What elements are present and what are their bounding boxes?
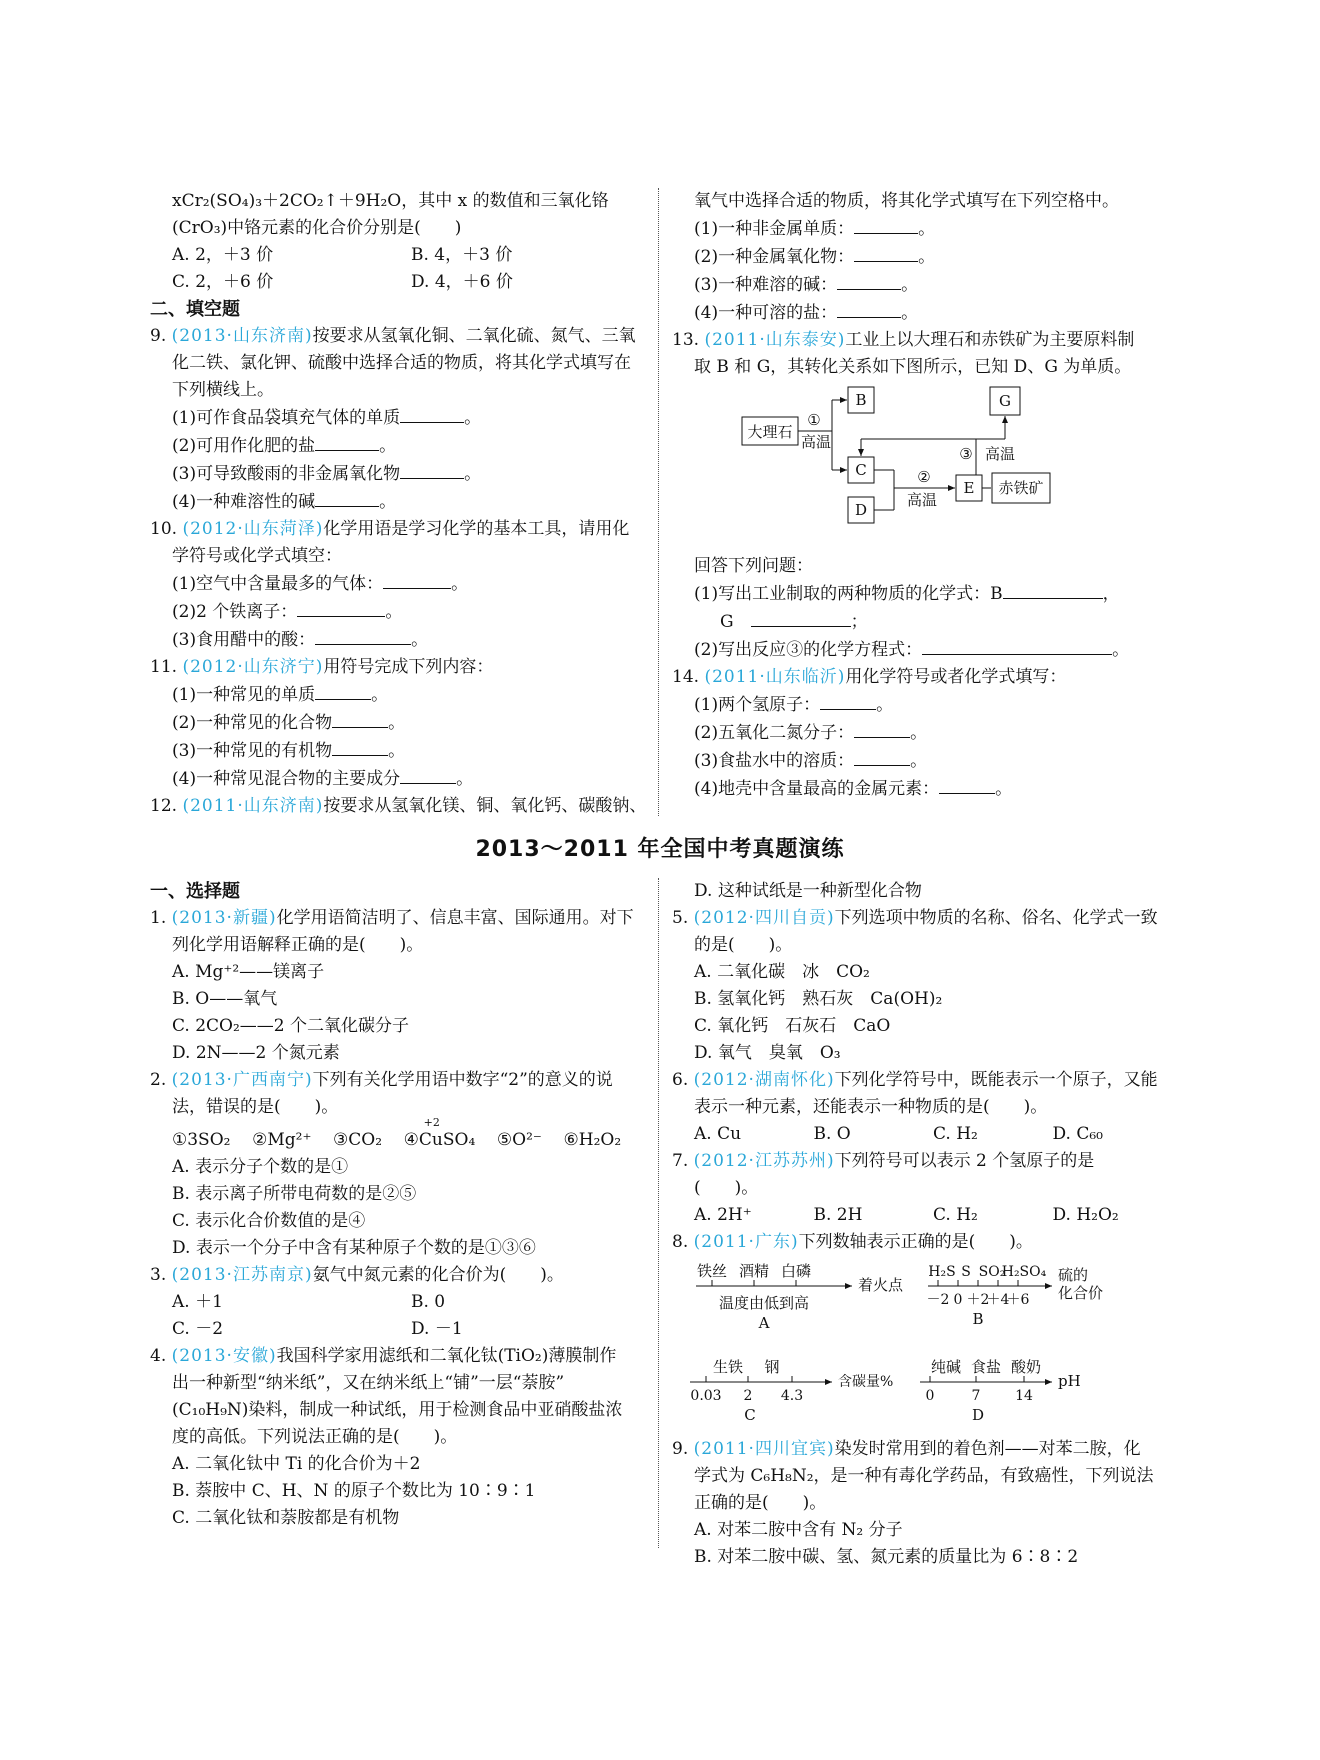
bq7-text1: 下列符号可以表示 2 个氢原子的是	[834, 1151, 1095, 1171]
q12-source: (2011·山东济南)	[182, 796, 324, 816]
bq5-line1	[672, 905, 1172, 932]
q10-blank2[interactable]	[297, 598, 385, 617]
axis-b-top-2: S	[961, 1264, 971, 1280]
q10-item3: (3)食用醋中的酸： 。	[150, 626, 650, 654]
q8-option-a: A. 2，＋3 价	[172, 245, 274, 265]
axis-c-top-1: 生铁	[712, 1358, 744, 1376]
q11-item3: (3)一种常见的有机物 。	[150, 737, 650, 765]
q13-item2-text: (2)写出反应③的化学方程式：	[694, 640, 923, 660]
bq4-option-b: B. 萘胺中 C、H、N 的原子个数比为 10∶9∶1	[172, 1481, 536, 1501]
bq1-option-b: B. O——氧气	[172, 989, 278, 1009]
column-divider-bottom	[658, 878, 659, 1548]
q14-item2: (2)五氧化二氮分子： 。	[672, 719, 1172, 747]
bottom-left-column	[150, 878, 650, 1532]
q10-number: 10.	[150, 519, 178, 539]
q12-item2-text: (2)一种金属氧化物：	[694, 247, 855, 267]
q11-blank4[interactable]	[400, 765, 456, 784]
section-choice-title: 一、选择题	[150, 881, 240, 902]
q8-options-row2	[150, 269, 650, 296]
q9-text2: 化二铁、氯化钾、硫酸中选择合适的物质，将其化学式填写在	[172, 353, 631, 373]
q13-text2: 取 B 和 G，其转化关系如下图所示，已知 D、G 为单质。	[694, 357, 1132, 377]
q11-item1: (1)一种常见的单质 。	[150, 681, 650, 709]
q12-item1: (1)一种非金属单质： 。	[672, 215, 1172, 243]
q11-blank3[interactable]	[332, 737, 388, 756]
q9-source: (2013·山东济南)	[171, 326, 313, 346]
bq6-text1: 下列化学符号中，既能表示一个原子，又能	[834, 1070, 1158, 1090]
reaction-2-condition: 高温	[906, 491, 938, 509]
bq9-text1: 染发时常用到的着色剂——对苯二胺，化	[834, 1439, 1141, 1459]
bq4-source: (2013·安徽)	[171, 1346, 277, 1366]
bq6-source: (2012·湖南怀化)	[693, 1070, 835, 1090]
bq4-line1	[150, 1343, 650, 1370]
number-axes	[672, 1256, 1172, 1436]
q11-item1-text: (1)一种常见的单质	[172, 685, 316, 705]
bq9-option-b: B. 对苯二胺中碳、氢、氮元素的质量比为 6∶8∶2	[694, 1547, 1079, 1567]
q13-number: 13.	[672, 330, 700, 350]
q11-text1: 用符号完成下列内容：	[323, 657, 494, 677]
axis-b-right-2: 化合价	[1058, 1284, 1104, 1302]
bq2-formulas	[150, 1116, 650, 1154]
q11-item3-text: (3)一种常见的有机物	[172, 741, 333, 761]
axis-a-top-1: 铁丝	[696, 1262, 728, 1280]
bq2-formula-1: ①3SO₂	[172, 1130, 231, 1150]
bq7-option-d: D. H₂O₂	[1052, 1205, 1119, 1225]
bq1-source: (2013·新疆)	[171, 908, 277, 928]
q11-line1	[150, 654, 650, 681]
bq6-option-b: B. O	[813, 1124, 851, 1144]
section-fill-blank-title: 二、填空题	[150, 299, 240, 320]
bq6-number: 6.	[672, 1070, 689, 1090]
axis-b-tick-label-4: ＋4	[986, 1292, 1010, 1308]
axis-c-right: 含碳量%	[838, 1374, 894, 1390]
q12-item4: (4)一种可溶的盐： 。	[672, 299, 1172, 327]
q10-text1: 化学用语是学习化学的基本工具，请用化	[323, 519, 630, 539]
bq4-text2: 出一种新型“纳米纸”，又在纳米纸上“铺”一层“萘胺”	[172, 1373, 565, 1393]
bq1-text2: 列化学用语解释正确的是( )。	[172, 935, 424, 955]
bq2-text2: 法，错误的是( )。	[172, 1097, 339, 1117]
bq2-text1: 下列有关化学用语中数字“2”的意义的说	[312, 1070, 613, 1090]
bq7-line1	[672, 1148, 1172, 1175]
bq6-option-c: C. H₂	[933, 1124, 978, 1144]
q14-item1-text: (1)两个氢原子：	[694, 695, 821, 715]
q12-blank3[interactable]	[837, 271, 901, 290]
q14-item2-text: (2)五氧化二氮分子：	[694, 723, 855, 743]
q8-option-b: B. 4，＋3 价	[411, 245, 513, 265]
axis-d-label: D	[971, 1406, 985, 1424]
q13-item1: (1)写出工业制取的两种物质的化学式：B ，	[672, 580, 1172, 608]
bq4-text4: 度的高低。下列说法正确的是( )。	[172, 1427, 458, 1447]
q12-number: 12.	[150, 796, 178, 816]
q13-answer-intro: 回答下列问题：	[694, 556, 813, 576]
axis-d-tick-label-2: 7	[971, 1388, 981, 1404]
axis-d-top-1: 纯碱	[930, 1358, 962, 1376]
q10-blank3[interactable]	[315, 626, 411, 645]
axis-c-top-2: 钢	[764, 1358, 780, 1376]
q10-source: (2012·山东菏泽)	[182, 519, 324, 539]
axis-a-top-2: 酒精	[738, 1262, 770, 1280]
bq8-number: 8.	[672, 1232, 689, 1252]
bottom-right-column	[672, 878, 1172, 1571]
bq8-source: (2011·广东)	[693, 1232, 799, 1252]
bq9-line1	[672, 1436, 1172, 1463]
q14-text1: 用化学符号或者化学式填写：	[845, 667, 1067, 687]
axis-c-tick-label-1: 0.03	[690, 1388, 722, 1404]
q13-blank-g[interactable]	[751, 608, 851, 627]
bq9-option-a: A. 对苯二胺中含有 N₂ 分子	[694, 1520, 903, 1540]
q10-text2: 学符号或化学式填空：	[172, 546, 342, 566]
bq2-option-a: A. 表示分子个数的是①	[172, 1157, 349, 1177]
bq3-text1: 氨气中氮元素的化合价为( )。	[312, 1265, 564, 1285]
bq4-text3: (C₁₀H₉N)染料，制成一种试纸，用于检测食品中亚硝酸盐浓	[172, 1400, 623, 1420]
box-g-label: G	[999, 392, 1011, 410]
bq2-source: (2013·广西南宁)	[171, 1070, 313, 1090]
bq2-formula-2: ②Mg²⁺	[252, 1130, 312, 1150]
q11-item2-text: (2)一种常见的化合物	[172, 713, 333, 733]
q14-number: 14.	[672, 667, 700, 687]
q11-item2: (2)一种常见的化合物 。	[150, 709, 650, 737]
axis-d-right: pH	[1058, 1372, 1081, 1390]
q12-item1-text: (1)一种非金属单质：	[694, 219, 855, 239]
q14-line1	[672, 664, 1172, 691]
reaction-1-label: ①	[807, 411, 821, 429]
q8-option-c: C. 2，＋6 价	[172, 272, 274, 292]
bq3-source: (2013·江苏南京)	[171, 1265, 313, 1285]
top-right-column	[672, 188, 1172, 803]
axis-a-below: 温度由低到高	[718, 1294, 810, 1312]
q14-item3-text: (3)食盐水中的溶质：	[694, 751, 855, 771]
q14-blank3[interactable]	[854, 747, 910, 766]
q13-blank-eq[interactable]	[922, 636, 1112, 655]
bq2-cu-charge: +2	[423, 1116, 440, 1129]
bq4-option-c: C. 二氧化钛和萘胺都是有机物	[172, 1508, 400, 1528]
q9-text3: 下列横线上。	[172, 380, 274, 400]
q13-item1-g: G ；	[672, 608, 1172, 636]
bq5-number: 5.	[672, 908, 689, 928]
box-hematite-label: 赤铁矿	[998, 479, 1044, 497]
q12-text1: 按要求从氢氧化镁、铜、氧化钙、碳酸钠、	[323, 796, 647, 816]
q8-continuation-line1: xCr₂(SO₄)₃＋2CO₂↑＋9H₂O，其中 x 的数值和三氧化铬	[172, 191, 609, 211]
q14-item4: (4)地壳中含量最高的金属元素： 。	[672, 775, 1172, 803]
bq3-option-b: B. 0	[411, 1292, 446, 1312]
q8-continuation-line2: (CrO₃)中铬元素的化合价分别是( )	[172, 218, 462, 238]
bq7-options	[672, 1202, 1172, 1229]
bq3-options-row2	[150, 1316, 650, 1343]
q8-option-d: D. 4，＋6 价	[411, 272, 513, 292]
q12-blank2[interactable]	[854, 243, 918, 262]
bq1-number: 1.	[150, 908, 167, 928]
bq4-number: 4.	[150, 1346, 167, 1366]
q14-item4-text: (4)地壳中含量最高的金属元素：	[694, 779, 940, 799]
q10-line1	[150, 516, 650, 543]
q9-line1	[150, 323, 650, 350]
bq7-source: (2012·江苏苏州)	[693, 1151, 835, 1171]
column-divider-top	[658, 188, 659, 816]
bq2-formula-4: ④CuSO₄	[403, 1130, 476, 1150]
q11-item4-text: (4)一种常见混合物的主要成分	[172, 769, 401, 789]
bq4-option-d: D. 这种试纸是一种新型化合物	[694, 881, 922, 901]
bq5-text1: 下列选项中物质的名称、俗名、化学式一致	[834, 908, 1158, 928]
bq8-axes-area	[672, 1256, 1172, 1436]
q12-blank1[interactable]	[854, 215, 918, 234]
q13-source: (2011·山东泰安)	[704, 330, 846, 350]
q14-blank1[interactable]	[820, 691, 876, 710]
q14-blank2[interactable]	[854, 719, 910, 738]
q12-blank4[interactable]	[837, 299, 901, 318]
bq1-option-d: D. 2N——2 个氮元素	[172, 1043, 340, 1063]
q12-line1	[150, 793, 650, 820]
box-e-label: E	[963, 479, 975, 497]
flow-diagram	[672, 381, 1172, 553]
bq5-option-a: A. 二氧化碳 冰 CO₂	[694, 962, 870, 982]
q9-blank4[interactable]	[315, 488, 379, 507]
axis-d-top-3: 酸奶	[1010, 1358, 1042, 1376]
bq8-line1	[672, 1229, 1172, 1256]
bq4-text1: 我国科学家用滤纸和二氧化钛(TiO₂)薄膜制作	[276, 1346, 617, 1366]
axis-c-tick-label-2: 2	[743, 1388, 753, 1404]
bq7-option-c: C. H₂	[933, 1205, 978, 1225]
bq2-number: 2.	[150, 1070, 167, 1090]
bq5-option-b: B. 氢氧化钙 熟石灰 Ca(OH)₂	[694, 989, 943, 1009]
bq7-option-b: B. 2H	[813, 1205, 863, 1225]
box-d-label: D	[854, 501, 868, 519]
axis-b-label: B	[972, 1310, 984, 1328]
q9-item2-text: (2)可用作化肥的盐	[172, 436, 316, 456]
bq6-line1	[672, 1067, 1172, 1094]
q12-item4-text: (4)一种可溶的盐：	[694, 303, 838, 323]
q9-blank3[interactable]	[400, 460, 464, 479]
q9-item1-text: (1)可作食品袋填充气体的单质	[172, 408, 401, 428]
bq3-number: 3.	[150, 1265, 167, 1285]
q12-item3: (3)一种难溶的碱： 。	[672, 271, 1172, 299]
q12-item2: (2)一种金属氧化物： 。	[672, 243, 1172, 271]
q9-item1: (1)可作食品袋填充气体的单质 。	[150, 404, 650, 432]
bq1-line1	[150, 905, 650, 932]
q9-item2: (2)可用作化肥的盐 。	[150, 432, 650, 460]
q13-item1-text: (1)写出工业制取的两种物质的化学式：B	[694, 584, 1003, 604]
bq5-option-c: C. 氧化钙 石灰石 CaO	[694, 1016, 891, 1036]
q10-item1: (1)空气中含量最多的气体： 。	[150, 570, 650, 598]
bq2-formula-3: ③CO₂	[333, 1130, 383, 1150]
q11-blank1[interactable]	[315, 681, 371, 700]
axis-b-tick-label-3: ＋2	[966, 1292, 990, 1308]
box-b-label: B	[855, 391, 867, 409]
top-left-column	[150, 188, 650, 820]
bq3-option-d: D. －1	[411, 1319, 463, 1339]
bq7-option-a: A. 2H⁺	[694, 1205, 752, 1225]
bq2-formula-4-wrap	[403, 1116, 476, 1150]
q10-item2-text: (2)2 个铁离子：	[172, 602, 298, 622]
axis-a-right: 着火点	[858, 1276, 904, 1294]
q12-item3-text: (3)一种难溶的碱：	[694, 275, 838, 295]
bq6-option-d: D. C₆₀	[1052, 1124, 1103, 1144]
bq2-option-d: D. 表示一个分子中含有某种原子个数的是①③⑥	[172, 1238, 536, 1258]
q9-item4: (4)一种难溶性的碱 。	[150, 488, 650, 516]
axis-a-top-3: 白磷	[780, 1262, 812, 1280]
axis-c-tick-label-3: 4.3	[780, 1388, 804, 1404]
q10-item1-text: (1)空气中含量最多的气体：	[172, 574, 384, 594]
bq3-option-a: A. ＋1	[172, 1292, 223, 1312]
q13-blank-b[interactable]	[1003, 580, 1103, 599]
q11-source: (2012·山东济宁)	[182, 657, 324, 677]
bq6-text2: 表示一种元素，还能表示一种物质的是( )。	[694, 1097, 1048, 1117]
bq6-options	[672, 1121, 1172, 1148]
q10-item3-text: (3)食用醋中的酸：	[172, 630, 316, 650]
reaction-3-condition: 高温	[984, 445, 1016, 463]
section-banner: 2013～2011 年全国中考真题演练	[475, 837, 845, 862]
bq5-source: (2012·四川自贡)	[693, 908, 835, 928]
bq9-source: (2011·四川宜宾)	[693, 1439, 835, 1459]
bq6-option-a: A. Cu	[694, 1124, 742, 1144]
q14-blank4[interactable]	[939, 775, 995, 794]
q8-options-row1	[150, 242, 650, 269]
bq3-option-c: C. －2	[172, 1319, 224, 1339]
bq2-option-c: C. 表示化合价数值的是④	[172, 1211, 366, 1231]
bq2-option-b: B. 表示离子所带电荷数的是②⑤	[172, 1184, 417, 1204]
q12-continuation: 氧气中选择合适的物质，将其化学式填写在下列空格中。	[694, 191, 1119, 211]
q13-item2: (2)写出反应③的化学方程式： 。	[672, 636, 1172, 664]
axis-d-tick-label-3: 14	[1015, 1388, 1033, 1404]
axis-b-top-4: H₂SO₄	[1001, 1264, 1047, 1280]
q9-item4-text: (4)一种难溶性的碱	[172, 492, 316, 512]
q13-item1-g-text: G	[720, 612, 734, 632]
axis-d-tick-label-1: 0	[925, 1388, 935, 1404]
q10-item2: (2)2 个铁离子： 。	[150, 598, 650, 626]
reaction-3-label: ③	[959, 445, 973, 463]
q13-text1: 工业上以大理石和赤铁矿为主要原料制	[845, 330, 1135, 350]
box-marble-label: 大理石	[747, 423, 793, 441]
bq5-text2: 的是( )。	[694, 935, 793, 955]
bq1-text1: 化学用语简洁明了、信息丰富、国际通用。对下	[276, 908, 634, 928]
bq9-text3: 正确的是( )。	[694, 1493, 827, 1513]
reaction-1-condition: 高温	[800, 433, 832, 451]
axis-c-label: C	[744, 1406, 756, 1424]
q9-blank1[interactable]	[400, 404, 464, 423]
q13-diagram-area	[672, 381, 1172, 553]
bq2-formula-5: ⑤O²⁻	[496, 1130, 542, 1150]
bq2-line1	[150, 1067, 650, 1094]
q9-number: 9.	[150, 326, 167, 346]
axis-b-top-1: H₂S	[928, 1264, 956, 1280]
bq4-option-a: A. 二氧化钛中 Ti 的化合价为＋2	[172, 1454, 421, 1474]
q13-line1	[672, 327, 1172, 354]
q10-blank1[interactable]	[383, 570, 451, 589]
bq3-options-row1	[150, 1289, 650, 1316]
q11-number: 11.	[150, 657, 178, 677]
bq8-text1: 下列数轴表示正确的是( )。	[798, 1232, 1033, 1252]
axis-b-tick-label-2: 0	[953, 1292, 963, 1308]
q14-item3: (3)食盐水中的溶质： 。	[672, 747, 1172, 775]
q14-source: (2011·山东临沂)	[704, 667, 846, 687]
reaction-2-label: ②	[917, 468, 931, 486]
bq3-line1	[150, 1262, 650, 1289]
axis-a-label: A	[758, 1314, 770, 1332]
q11-blank2[interactable]	[332, 709, 388, 728]
bq7-number: 7.	[672, 1151, 689, 1171]
axis-b-tick-label-1: －2	[926, 1292, 950, 1308]
bq7-text2: ( )。	[694, 1178, 759, 1198]
box-c-label: C	[855, 461, 867, 479]
axis-d-top-2: 食盐	[970, 1358, 1002, 1376]
q9-item3: (3)可导致酸雨的非金属氧化物 。	[150, 460, 650, 488]
axis-b-right-1: 硫的	[1058, 1266, 1089, 1284]
axis-b-top-3: SO₂	[978, 1264, 1006, 1280]
q14-item1: (1)两个氢原子： 。	[672, 691, 1172, 719]
bq5-option-d: D. 氧气 臭氧 O₃	[694, 1043, 841, 1063]
q9-text1: 按要求从氢氧化铜、二氧化硫、氮气、三氧	[312, 326, 636, 346]
bq2-formula-6: ⑥H₂O₂	[563, 1130, 622, 1150]
bq9-text2: 学式为 C₆H₈N₂，是一种有毒化学药品，有致癌性，下列说法	[694, 1466, 1154, 1486]
bq9-number: 9.	[672, 1439, 689, 1459]
q9-blank2[interactable]	[315, 432, 379, 451]
q11-item4: (4)一种常见混合物的主要成分 。	[150, 765, 650, 793]
bq1-option-c: C. 2CO₂——2 个二氧化碳分子	[172, 1016, 410, 1036]
axis-b-tick-label-5: ＋6	[1006, 1292, 1030, 1308]
bq1-option-a: A. Mg⁺²——镁离子	[172, 962, 325, 982]
q9-item3-text: (3)可导致酸雨的非金属氧化物	[172, 464, 401, 484]
